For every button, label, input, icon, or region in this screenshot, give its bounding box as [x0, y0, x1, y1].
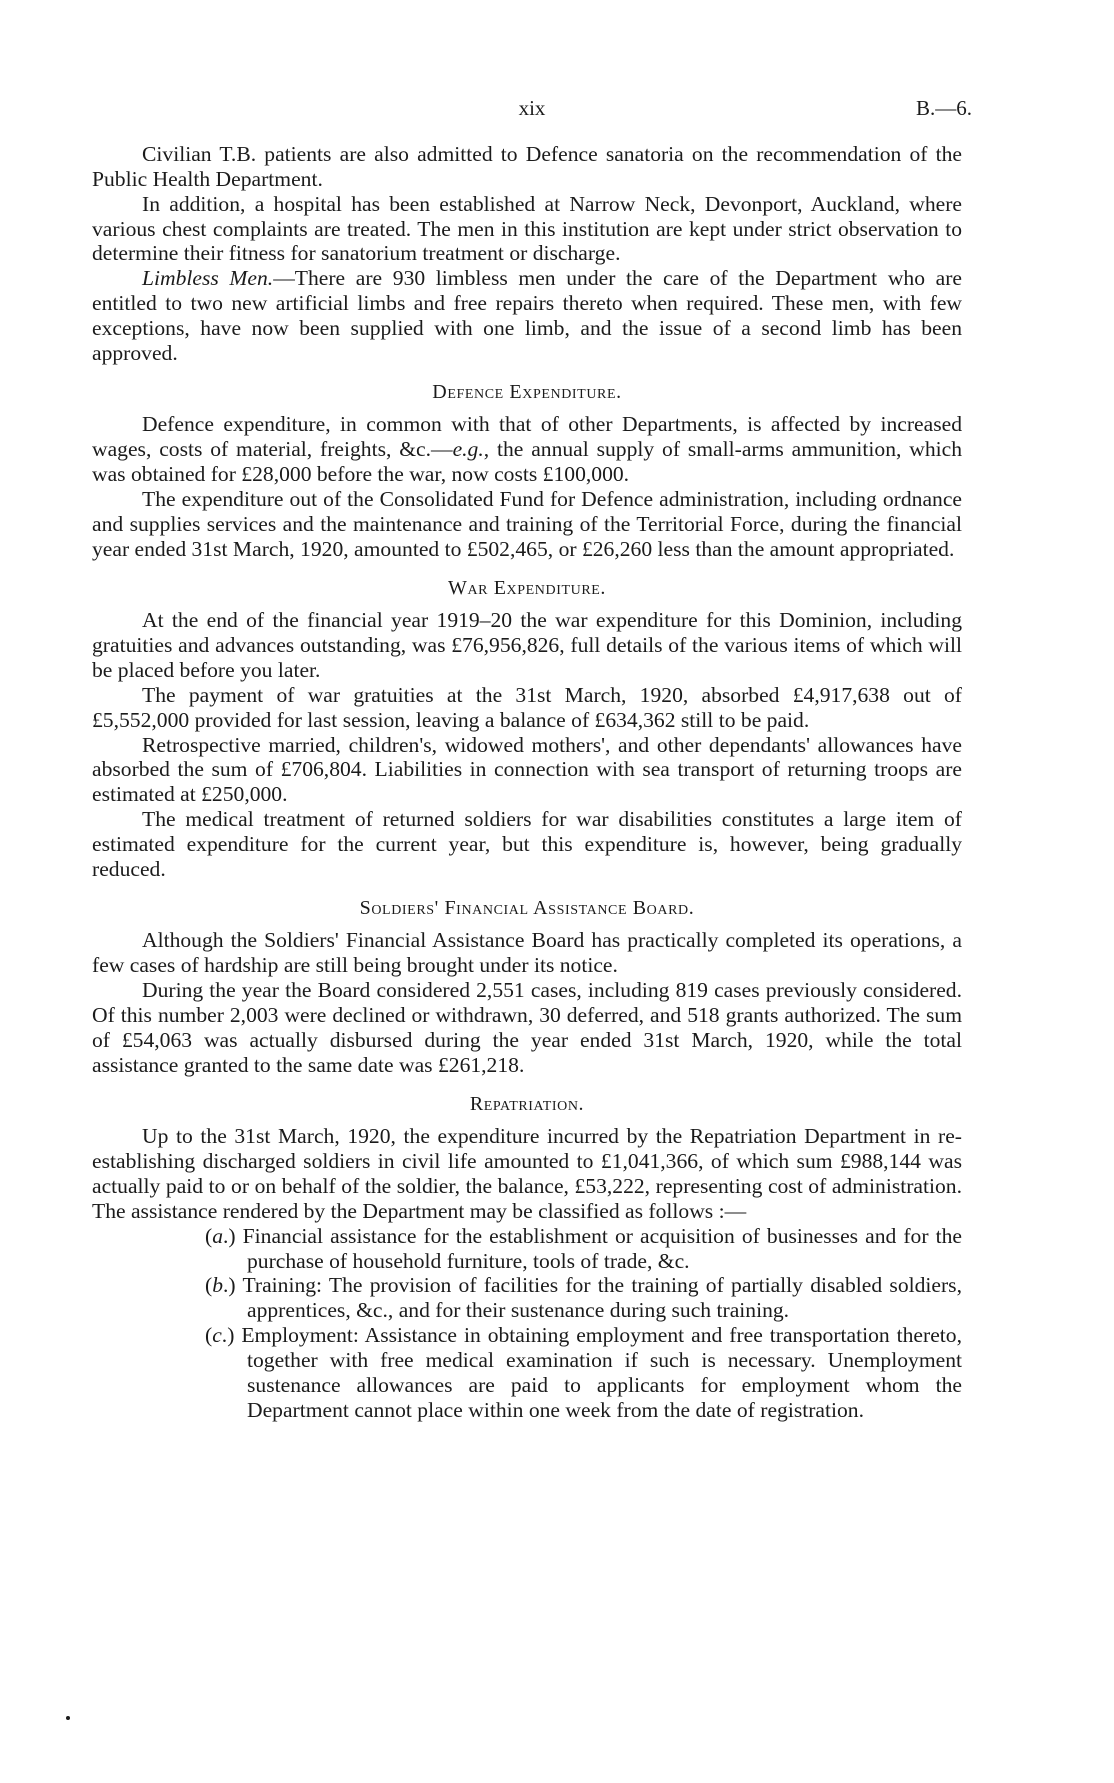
paragraph: Up to the 31st March, 1920, the expenditure incurred by the Repatriation Department in re-establishing discharged soldiers in civil life amounted to £1,041,366, of which sum £988,144 was actually paid to or on behalf of the soldier, the balance, £53,222, representing cost of administration. The assistance rendered by the Department may be classified as follows :—	[92, 1124, 962, 1223]
paragraph: During the year the Board considered 2,551 cases, including 819 cases previously considered. Of this number 2,003 were declined or withdrawn, 30 deferred, and 518 grants authorized. The sum of £54,063 was actually disbursed during the year ended 31st March, 1920, while the total assistance granted to the same date was £261,218.	[92, 978, 962, 1077]
text-run: Defence expenditure, in common with that of other Departments, is affected by increased wages, costs of material, freights, &c.—	[92, 412, 962, 462]
paragraph: The payment of war gratuities at the 31st March, 1920, absorbed £4,917,638 out of £5,552,000 provided for last session, leaving a balance of £634,362 still to be paid.	[92, 682, 962, 732]
section-heading-war: War Expenditure.	[447, 576, 607, 599]
list-item: (c.) Employment: Assistance in obtaining employment and free transportation thereto, together with free medical examination if such is necessary. Unemployment sustenance allowances are paid to applicants for employment whom the Department cannot place within one week from the date of registration.	[205, 1323, 962, 1422]
list-text: Training: The provision of facilities for the training of partially disabled soldiers, apprentices, &c., and for their sustenance during such training.	[242, 1273, 962, 1323]
page-header	[92, 96, 972, 126]
page-number: xix	[518, 96, 546, 120]
paragraph: In addition, a hospital has been established at Narrow Neck, Devonport, Auckland, where various chest complaints are treated. The men in this institution are kept under strict observation to determine their fitness for sanatorium treatment or discharge.	[92, 191, 962, 266]
paragraph	[92, 412, 962, 487]
page-body	[92, 142, 962, 1423]
list-text: Financial assistance for the establishment or acquisition of businesses and for the purchase of household furniture, tools of trade, &c.	[242, 1223, 962, 1273]
paragraph: Civilian T.B. patients are also admitted to Defence sanatoria on the recommendation of the Public Health Department.	[92, 142, 962, 191]
section-heading-board: Soldiers' Financial Assistance Board.	[359, 896, 695, 919]
list-text: Employment: Assistance in obtaining employment and free transportation thereto, together with free medical examination if such is necessary. Unemployment sustenance allowances are paid to applicants for employment whom the Department cannot place within one week from the date of registration.	[241, 1323, 962, 1422]
limbless-text: —There are 930 limbless men under the care of the Department who are entitled to two new artificial limbs and free repairs thereto when required. These men, with few exceptions, have now been supplied with one limb, and the issue of a second limb has been approved.	[92, 266, 962, 365]
paragraph: At the end of the financial year 1919–20 the war expenditure for this Dominion, including gratuities and advances outstanding, was £76,956,826, full details of the various items of which will be placed before you later.	[92, 608, 962, 683]
list-label: a	[212, 1223, 223, 1248]
list-label: c	[212, 1323, 222, 1348]
list-label: b	[212, 1273, 223, 1298]
text-run: , the annual supply of small-arms ammunition, which was obtained for £28,000 before the war, now costs £100,000.	[92, 437, 962, 487]
paragraph-limbless	[92, 266, 962, 365]
list-item: (b.) Training: The provision of facilities for the training of partially disabled soldiers, apprentices, &c., and for their sustenance during such training.	[205, 1273, 962, 1323]
list-item: (a.) Financial assistance for the establishment or acquisition of businesses and for the purchase of household furniture, tools of trade, &c.	[205, 1223, 962, 1273]
repatriation-list	[92, 1224, 962, 1423]
limbless-title: Limbless Men.	[142, 266, 274, 291]
document-code: B.—6.	[915, 96, 972, 120]
margin-dot	[66, 1716, 70, 1720]
section-heading-repatriation: Repatriation.	[469, 1092, 585, 1115]
paragraph: Retrospective married, children's, widowed mothers', and other dependants' allowances have absorbed the sum of £706,804. Liabilities in connection with sea transport of returning troops are estimated at £250,000.	[92, 732, 962, 807]
section-heading-defence: Defence Expenditure.	[432, 380, 622, 403]
paragraph: Although the Soldiers' Financial Assistance Board has practically completed its operations, a few cases of hardship are still being brought under its notice.	[92, 928, 962, 978]
text-run-italic: e.g.	[452, 437, 484, 462]
paragraph: The medical treatment of returned soldiers for war disabilities constitutes a large item of estimated expenditure for the current year, but this expenditure is, however, being gradually reduced.	[92, 807, 962, 881]
paragraph: The expenditure out of the Consolidated Fund for Defence administration, including ordnance and supplies services and the maintenance and training of the Territorial Force, during the financial year ended 31st March, 1920, amounted to £502,465, or £26,260 less than the amount appropriated.	[92, 486, 962, 561]
